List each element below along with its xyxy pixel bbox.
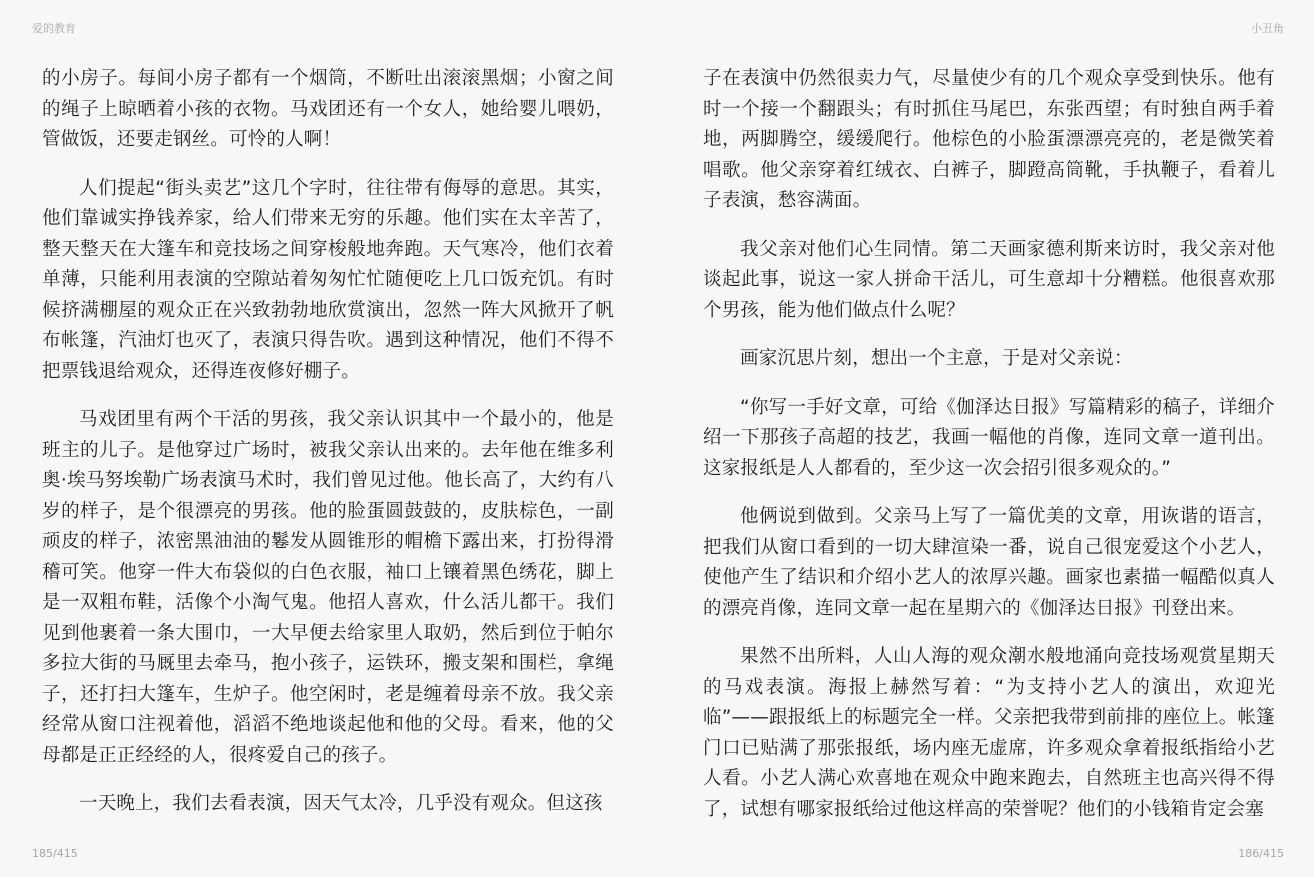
paragraph: 我父亲对他们心生同情。第二天画家德利斯来访时，我父亲对他谈起此事，说这一家人拼命干活儿，可生意却十分糟糕。他很喜欢那个男孩，能为他们做点什么呢？: [703, 238, 1275, 321]
paragraph: 马戏团里有两个干活的男孩，我父亲认识其中一个最小的，他是班主的儿子。是他穿过广场时，被我父亲认出来的。去年他在维多利奥·埃马努埃勒广场表演马术时，我们曾见过他。他长高了，大约有八岁的样子，是个很漂亮的男孩。他的脸蛋圆鼓鼓的，皮肤棕色，一副顽皮的样子，浓密黑油油的鬈发从圆锥形的帽檐下露出来，打扮得滑稽可笑。他穿一件大布袋似的白色衣服，袖口上镶着黑色绣花，脚上是一双粗布鞋，活像个小淘气鬼。他招人喜欢，什么活儿都干。我们见到他裹着一条大围巾，一大早便去给家里人取奶，然后到位于帕尔多拉大街的马厩里去牵马，抱小孩子，运铁环，搬支架和围栏，拿绳子，还打扫大篷车，生炉子。他空闲时，老是缠着母亲不放。我父亲经常从窗口注视着他，滔滔不绝地谈起他和他的父母。看来，他的父母都是正正经经的人，很疼爱自己的孩子。: [42, 409, 614, 766]
paragraph: 一天晚上，我们去看表演，因天气太冷，几乎没有观众。但这孩: [79, 793, 603, 814]
paragraph: 他俩说到做到。父亲马上写了一篇优美的文章，用诙谐的语言，把我们从窗口看到的一切大肆渲染一番，说自己很宠爱这个小艺人，使他产生了结识和介绍小艺人的浓厚兴趣。画家也素描一幅酷似真人的漂亮肖像，连同文章一起在星期六的《伽泽达日报》刊登出来。: [703, 506, 1275, 619]
paragraph: 人们提起“街头卖艺”这几个字时，往往带有侮辱的意思。其实，他们靠诚实挣钱养家，给人们带来无穷的乐趣。他们实在太辛苦了，整天整天在大篷车和竞技场之间穿梭般地奔跑。天气寒冷，他们衣着单薄，只能利用表演的空隙站着匆匆忙忙随便吃上几口饭充饥。有时候挤满棚屋的观众正在兴致勃勃地欣赏演出，忽然一阵大风掀开了帆布帐篷，汽油灯也灭了，表演只得告吹。遇到这种情况，他们不得不把票钱退给观众，还得连夜修好棚子。: [42, 177, 614, 382]
paragraph: 果然不出所料，人山人海的观众潮水般地涌向竞技场观赏星期天的马戏表演。海报上赫然写着：“为支持小艺人的演出，欢迎光临”——跟报纸上的标题完全一样。父亲把我带到前排的座位上。帐篷门口已贴满了那张报纸，场内座无虚席，许多观众拿着报纸指给小艺人看。小艺人满心欢喜地在观众中跑来跑去，自然班主也高兴得不得了，试想有哪家报纸给过他这样高的荣誉呢？他们的小钱箱肯定会塞: [703, 646, 1275, 820]
right-page-number: 186/415: [1238, 847, 1284, 860]
paragraph: “你写一手好文章，可给《伽泽达日报》写篇精彩的稿子，详细介绍一下那孩子高超的技艺，我画一幅他的肖像，连同文章一道刊出。这家报纸是人人都看的，至少这一次会招引很多观众的。”: [703, 396, 1275, 479]
chapter-title: 小丑角: [1251, 22, 1284, 35]
paragraph: 的小房子。每间小房子都有一个烟筒，不断吐出滚滚黑烟；小窗之间的绳子上晾晒着小孩的衣物。马戏团还有一个女人，她给婴儿喂奶，管做饭，还要走钢丝。可怜的人啊！: [42, 68, 614, 150]
left-page[interactable]: [42, 64, 614, 824]
paragraph: 画家沉思片刻，想出一个主意，于是对父亲说：: [740, 348, 1133, 369]
book-title: 爱的教育: [32, 22, 76, 35]
right-page[interactable]: [703, 64, 1275, 824]
paragraph: 子在表演中仍然很卖力气，尽量使少有的几个观众享受到快乐。他有时一个接一个翻跟头；有时抓住马尾巴，东张西望；有时独自两手着地，两脚腾空，缓缓爬行。他棕色的小脸蛋漂漂亮亮的，老是微笑着唱歌。他父亲穿着红绒衣、白裤子，脚蹬高筒靴，手执鞭子，看着儿子表演，愁容满面。: [703, 68, 1275, 211]
left-page-number: 185/415: [32, 847, 78, 860]
